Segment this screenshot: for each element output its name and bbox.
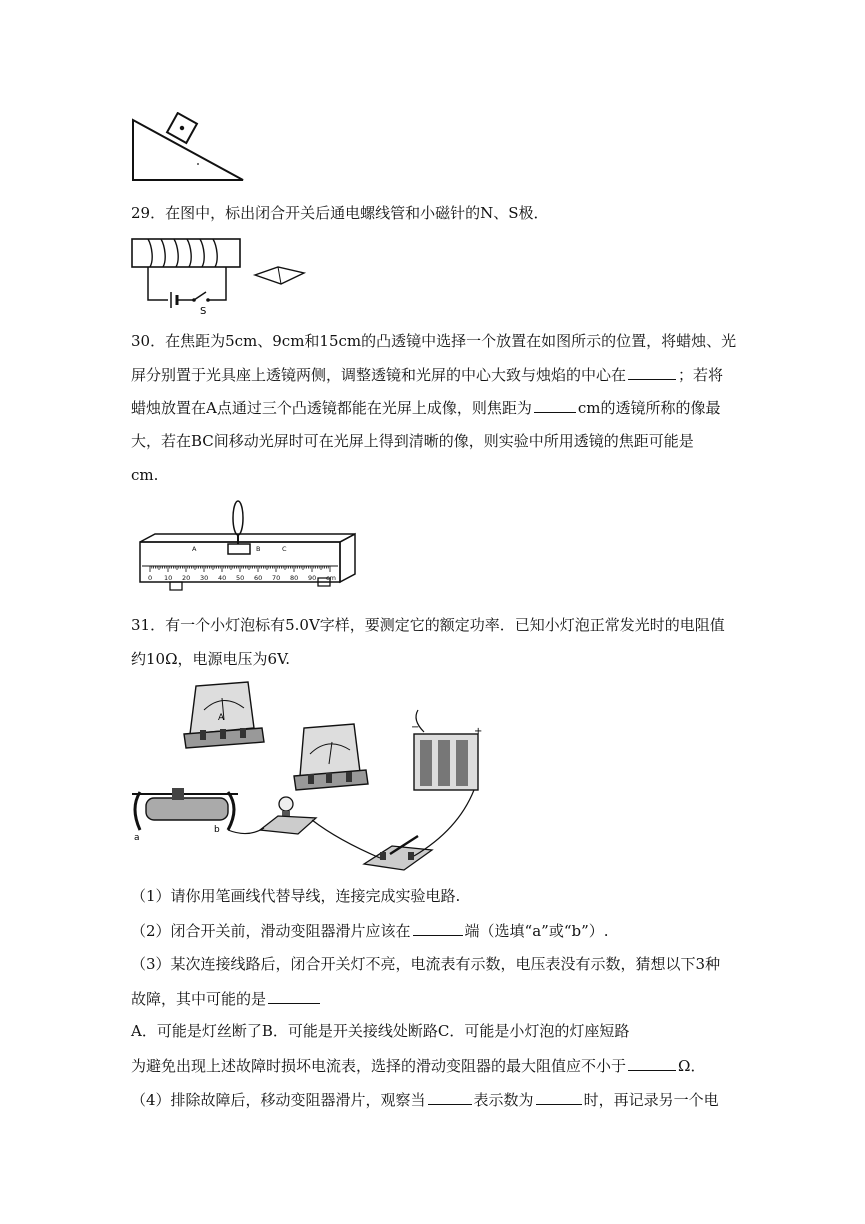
rheostat-terminal-a: a xyxy=(134,833,140,843)
q31-part3-line1: （3）某次连接线路后，闭合开关灯不亮，电流表有示数，电压表没有示数，猜想以下3种 xyxy=(131,955,721,973)
q31-part4-text-c: 时，再记录另一个电 xyxy=(583,1091,719,1109)
scale-30: 30 xyxy=(200,574,209,582)
incline-figure xyxy=(128,112,248,184)
q30-line4: 大，若在BC间移动光屏时可在光屏上得到清晰的像，则实验中所用透镜的焦距可能是 xyxy=(131,432,694,450)
q30-line3-text-b: cm的透镜所称的像最 xyxy=(577,399,721,417)
scale-20: 20 xyxy=(182,574,191,582)
scale-unit: cm xyxy=(326,574,336,582)
q31-blank-5[interactable] xyxy=(428,1089,472,1105)
q31-part4-text-b: 表示数为 xyxy=(473,1091,534,1109)
switch-label: S xyxy=(200,306,207,317)
q31-part3-line2 xyxy=(131,988,322,1009)
scale-0: 0 xyxy=(148,574,153,582)
q31-part3-text: 故障，其中可能的是 xyxy=(131,990,267,1008)
q31-part2-text-a: （2）闭合开关前，滑动变阻器滑片应该在 xyxy=(131,922,411,940)
q31-part3c-text-b: Ω． xyxy=(678,1057,706,1075)
q30-line3-text-a: 蜡烛放置在A点通过三个凸透镜都能在光屏上成像，则焦距为 xyxy=(131,399,532,417)
q31-line1: 31．有一个小灯泡标有5.0V字样，要测定它的额定功率．已知小灯泡正常发光时的电阻值 xyxy=(131,616,725,634)
switch xyxy=(364,836,432,870)
q30-blank-2[interactable] xyxy=(534,397,576,413)
rheostat xyxy=(132,788,238,843)
scale-70: 70 xyxy=(272,574,281,582)
q31-part4 xyxy=(131,1089,719,1110)
q30-line2-text-b: ；若将 xyxy=(678,366,724,384)
bulb xyxy=(260,797,316,834)
circuit-apparatus-figure xyxy=(128,680,498,876)
q30-line5: cm. xyxy=(131,466,159,484)
solenoid-figure xyxy=(128,232,308,318)
scale-40: 40 xyxy=(218,574,227,582)
q30-line2-text-a: 屏分别置于光具座上透镜两侧，调整透镜和光屏的中心大致与烛焰的中心在 xyxy=(131,366,627,384)
q31-part2-text-b: 端（选填“a”或“b”）. xyxy=(464,922,609,940)
point-a-label: A xyxy=(192,545,197,553)
scale-90: 90 xyxy=(308,574,317,582)
q31-part3c-text-a: 为避免出现上述故障时损坏电流表，选择的滑动变阻器的最大阻值应不小于 xyxy=(131,1057,627,1075)
point-b-label: B xyxy=(256,545,261,553)
q31-part1: （1）请你用笔画线代替导线，连接完成实验电路. xyxy=(131,887,461,905)
point-c-label: C xyxy=(282,545,287,553)
optical-bench-figure xyxy=(130,500,360,592)
q31-part4-text-a: （4）排除故障后，移动变阻器滑片，观察当 xyxy=(131,1091,426,1109)
scale-60: 60 xyxy=(254,574,263,582)
q31-blank-6[interactable] xyxy=(536,1089,582,1105)
battery-minus: − xyxy=(411,722,420,733)
q30-line1: 30．在焦距为5cm、9cm和15cm的凸透镜中选择一个放置在如图所示的位置，将蜡烛、光 xyxy=(131,332,737,350)
q31-line2: 约10Ω，电源电压为6V. xyxy=(131,650,291,668)
q31-part3-line3 xyxy=(131,1055,705,1076)
ammeter xyxy=(184,682,264,748)
battery xyxy=(411,722,482,790)
q31-blank-2[interactable] xyxy=(413,920,463,936)
q31-options: A．可能是灯丝断了B．可能是开关接线处断路C．可能是小灯泡的灯座短路 xyxy=(131,1022,630,1040)
q29-text: 29．在图中，标出闭合开关后通电螺线管和小磁针的N、S极． xyxy=(131,204,549,222)
svg-text:A: A xyxy=(218,713,225,723)
q30-line3 xyxy=(131,397,720,418)
rheostat-terminal-b: b xyxy=(214,825,220,835)
q30-line2 xyxy=(131,364,723,385)
q30-blank-1[interactable] xyxy=(628,364,676,380)
scale-10: 10 xyxy=(164,574,173,582)
battery-plus: + xyxy=(474,726,483,737)
q31-part2 xyxy=(131,920,609,941)
scale-80: 80 xyxy=(290,574,299,582)
voltmeter xyxy=(294,724,368,790)
q31-blank-4[interactable] xyxy=(628,1055,676,1071)
scale-50: 50 xyxy=(236,574,245,582)
q31-blank-3[interactable] xyxy=(268,988,320,1004)
